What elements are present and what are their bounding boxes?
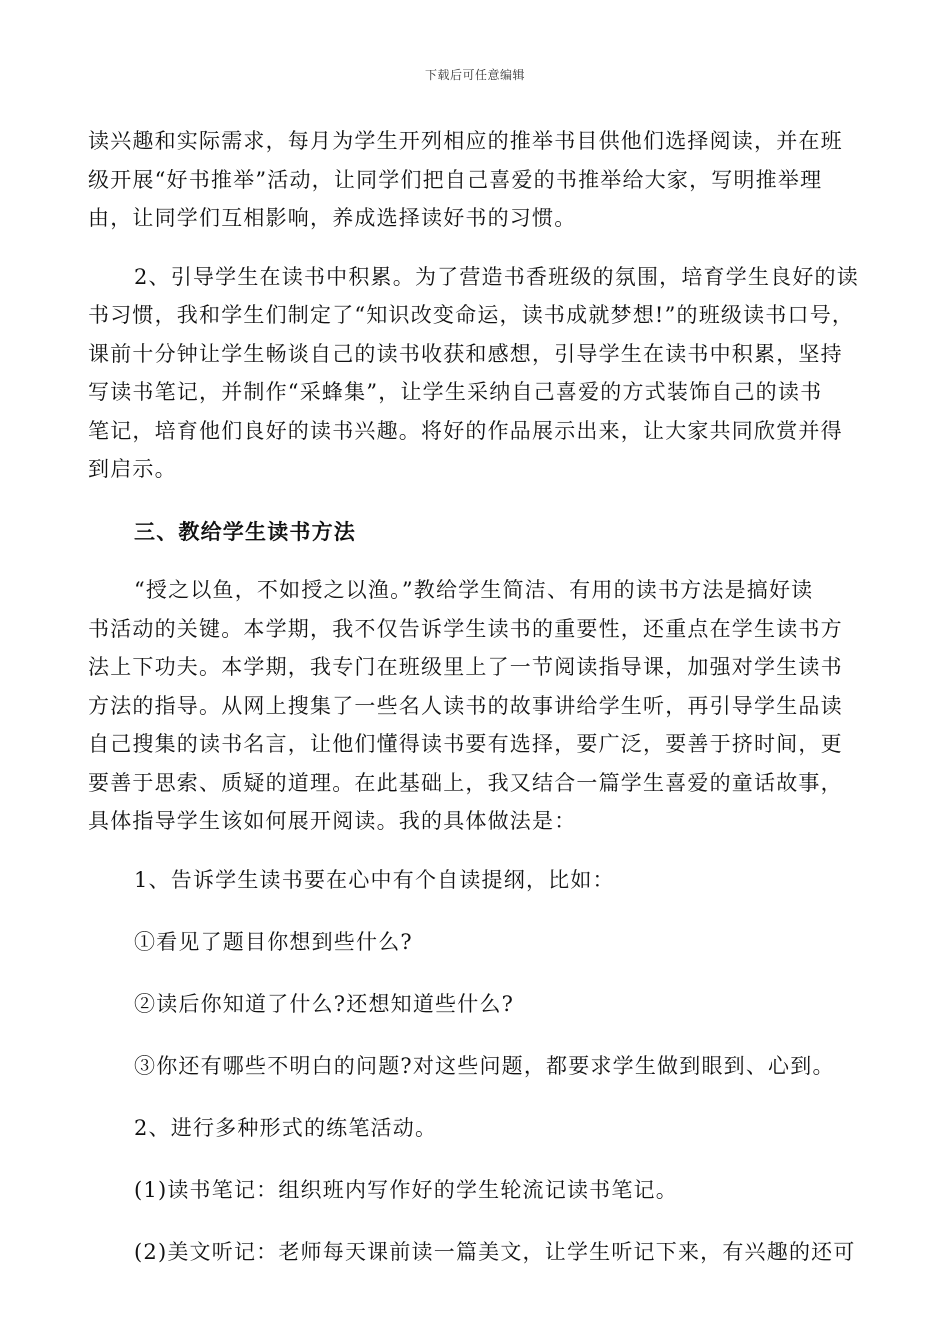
paragraph-gap [88, 841, 868, 861]
text-line: 具体指导学生该如何展开阅读。我的具体做法是： [88, 809, 577, 833]
text-line: 到启示。 [88, 457, 177, 481]
section-heading: 三、教给学生读书方法 [134, 518, 356, 544]
text-line: 方法的指导。从网上搜集了一些名人读书的故事讲给学生听，再引导学生品读 [88, 693, 843, 718]
page-header: 下载后可任意编辑 [424, 68, 525, 82]
text-line: 由，让同学们互相影响，养成选择读好书的习惯。 [88, 206, 577, 230]
list-item: 1、告诉学生读书要在心中有个自读提纲，比如： [134, 867, 615, 892]
text-line: 笔记，培育他们良好的读书兴趣。将好的作品展示出来，让大家共同欣赏并得 [88, 418, 843, 443]
document-body [88, 122, 868, 1295]
list-item: (2)美文听记：老师每天课前读一篇美文，让学生听记下来，有兴趣的还可 [134, 1239, 856, 1264]
paragraph [88, 122, 868, 238]
list-item: 2、进行多种形式的练笔活动。 [134, 1115, 438, 1140]
text-line: 级开展“好书推举”活动，让同学们把自己喜爱的书推举给大家，写明推举理 [88, 167, 823, 192]
list-item: ③你还有哪些不明白的问题?对这些问题，都要求学生做到眼到、心到。 [134, 1053, 835, 1078]
text-line: 自己搜集的读书名言，让他们懂得读书要有选择，要广泛，要善于挤时间，更 [88, 732, 843, 756]
text-line: 课前十分钟让学生畅谈自己的读书收获和感想，引导学生在读书中积累，坚持 [88, 341, 843, 366]
text-line: 2、引导学生在读书中积累。为了营造书香班级的氛围，培育学生良好的读 [134, 264, 859, 289]
text-line: 读兴趣和实际需求，每月为学生开列相应的推举书目供他们选择阅读，并在班 [88, 129, 843, 153]
text-line: 写读书笔记，并制作“采蜂集”，让学生采纳自己喜爱的方式装饰自己的读书 [88, 380, 823, 404]
list-item: ②读后你知道了什么?还想知道些什么? [134, 991, 515, 1016]
paragraph [88, 258, 868, 489]
list-item: ①看见了题目你想到些什么? [134, 929, 413, 954]
text-line: 书活动的关键。本学期，我不仅告诉学生读书的重要性，还重点在学生读书方 [88, 616, 843, 641]
text-line: 书习惯，我和学生们制定了“知识改变命运，读书成就梦想!”的班级读书口号， [88, 303, 855, 327]
paragraph-gap [88, 489, 868, 513]
text-line: 法上下功夫。本学期，我专门在班级里上了一节阅读指导课，加强对学生读书 [88, 655, 843, 679]
text-line: 要善于思索、质疑的道理。在此基础上，我又结合一篇学生喜爱的童话故事， [88, 770, 843, 795]
list-item: (1)读书笔记：组织班内写作好的学生轮流记读书笔记。 [134, 1177, 678, 1202]
text-line: “授之以鱼，不如授之以渔。”教给学生简洁、有用的读书方法是搞好读 [134, 578, 814, 602]
paragraph [88, 571, 868, 841]
paragraph-gap [88, 238, 868, 258]
paragraph-gap [88, 551, 868, 571]
